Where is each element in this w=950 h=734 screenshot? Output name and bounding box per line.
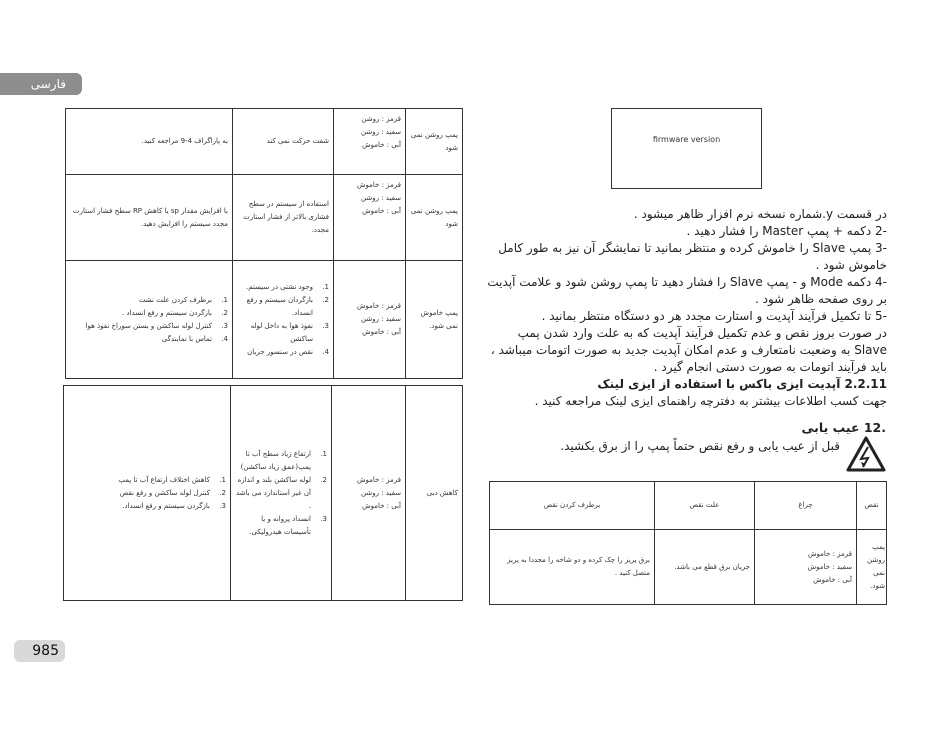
fault-table [489,481,887,605]
firmware-version-figure: firmware version [611,108,762,189]
instruction-line: -4 دکمه Mode و - پمپ Slave را فشار دهید تا پمپ روشن شود و علامت آپدیت بر روی صفحه ظاهر شود . [487,275,887,306]
list-item: برطرف کردن علت نشت [138,295,212,304]
cause-cell: استفاده از سیستم در سطح فشاری بالاتر از فشار استارت مجدد. [243,200,329,234]
list-item: ارتفاع زیاد سطح آب تا پمپ(عمق زیاد ساکشن) [240,449,311,471]
lamp-red: قرمز : خاموش [357,302,401,310]
cause-cell [231,444,331,543]
table-row [66,109,463,175]
list-item: نقص در سنسور جریان [247,347,313,356]
cause-cell: شفت حرکت نمی کند [266,137,329,145]
instruction-line: جهت کسب اطلاعات بیشتر به دفترچه راهنمای ایزی لینک مراجعه کنید . [534,394,887,408]
section-title: .12 عیب یابی [801,420,886,435]
column-header: علت نقص [655,482,755,530]
table-row [66,261,463,379]
fault-cell: کاهش دبی [426,488,458,497]
lamp-white: سفید : روشن [361,194,401,202]
list-item: انسداد پروانه و یا تأسیسات هیدرولیکی. [249,514,311,536]
lamp-blue: آبی : خاموش [362,328,401,336]
lamp-red: قرمز : روشن [361,115,401,123]
lamp-white: سفید : روشن [361,128,401,136]
list-item: وجود نشتی در سیستم. [246,282,313,291]
warning-text: قبل از عیب یابی و رفع نقص حتماً پمپ را از برق بکشید. [560,439,840,453]
section-heading: 2.2.11 آپدیت ایزی باکس با استفاده از ایزی لینک [597,377,887,391]
column-header: نقص [857,482,887,530]
lamp-cell [334,296,405,343]
lamp-red: قرمز : خاموش [808,549,852,558]
list-item: بازگردن سیستم و رفع انسداد. [122,501,210,510]
fault-cell: پمپ روشن نمی شود. [867,543,885,590]
language-tab: فارسی [0,73,82,95]
cause-cell: جریان برق قطع می باشد. [674,562,750,571]
fault-cell: پمپ روشن نمی شود [410,206,458,228]
lamp-blue: آبی : خاموش [813,575,852,584]
instruction-line: -5 تا تکمیل فرآیند آپدیت و استارت مجدد هر دو دستگاه منتظر بمانید . [541,309,887,323]
table-row [66,175,463,261]
instruction-line: در صورت بروز نقص و عدم تکمیل فرآیند آپدیت که به علت وارد شدن پمپ Slave به وضعیت نامتعارف و عدم امکان آپدیت جدید به صورت اتومات میباشد ، باید فرآیند اتومات به صورت دستی انجام گیرد . [490,326,887,374]
list-item: بازگردن سیستم و رفع انسداد . [122,308,212,317]
column-header: چراغ [755,482,857,530]
lamp-white: سفید : روشن [361,488,401,497]
list-item: لوله ساکشن بلند و اندازه آن غیر استاندارد می باشد . [236,475,311,510]
cause-cell [233,277,333,363]
electric-warning-icon [846,436,886,472]
update-instructions [487,206,887,410]
lamp-white: سفید : روشن [361,315,401,323]
instruction-line: در قسمت y.شماره نسخه نرم افزار ظاهر میشود . [633,207,887,221]
list-item: کاهش اختلاف ارتفاع آب تا پمپ [118,475,210,484]
list-item: نفوذ هوا به داخل لوله ساکشن [250,321,313,343]
lamp-blue: آبی : خاموش [362,141,401,149]
fault-cell: پمپ خاموش نمی شود. [420,308,458,330]
column-header: برطرف کردن نقص [490,482,655,530]
table-row [64,386,463,601]
fault-cell: پمپ روشن نمی شود [410,130,458,152]
fix-cell: به پاراگراف 4-9 مراجعه کنید. [141,137,228,145]
fix-cell [66,290,232,350]
table-row [490,530,887,605]
lamp-blue: آبی : خاموش [362,501,401,510]
list-item: تماس با نمایندگی [161,334,212,343]
list-item: کنترل لوله ساکشن و رفع نقص [119,488,210,497]
lamp-cell [334,175,405,222]
lamp-red: قرمز : خاموش [357,181,401,189]
fix-cell [64,470,230,517]
list-item: بازگردان سیستم و رفع انسداد. [246,295,313,317]
lamp-red: قرمز : خاموش [357,475,401,484]
list-item: کنترل لوله ساکشن و بستن سوراخ نفوذ هوا [85,321,212,330]
troubleshooting-table-top [65,108,463,379]
table-header-row [490,482,887,530]
fix-cell: برق پریز را چک کرده و دو شاخه را مجددا به پریز متصل کنید . [507,556,650,577]
fix-cell: با افزایش مقدار sp یا کاهش RP سطح فشار استارت مجدد سیستم را افزایش دهید. [73,206,228,228]
instruction-line: -2 دکمه + پمپ Master را فشار دهید . [686,224,887,238]
lamp-cell [334,109,405,156]
lamp-cell [755,544,856,591]
lamp-blue: آبی : خاموش [362,207,401,215]
lamp-white: سفید : خاموش [807,562,852,571]
troubleshooting-table-bottom [63,385,463,601]
page-number: 985 [14,640,65,662]
instruction-line: -3 پمپ Slave را خاموش کرده و منتظر بمانید تا نمایشگر آن نیز به طور کامل خاموش شود . [498,241,887,272]
lamp-cell [332,470,405,517]
